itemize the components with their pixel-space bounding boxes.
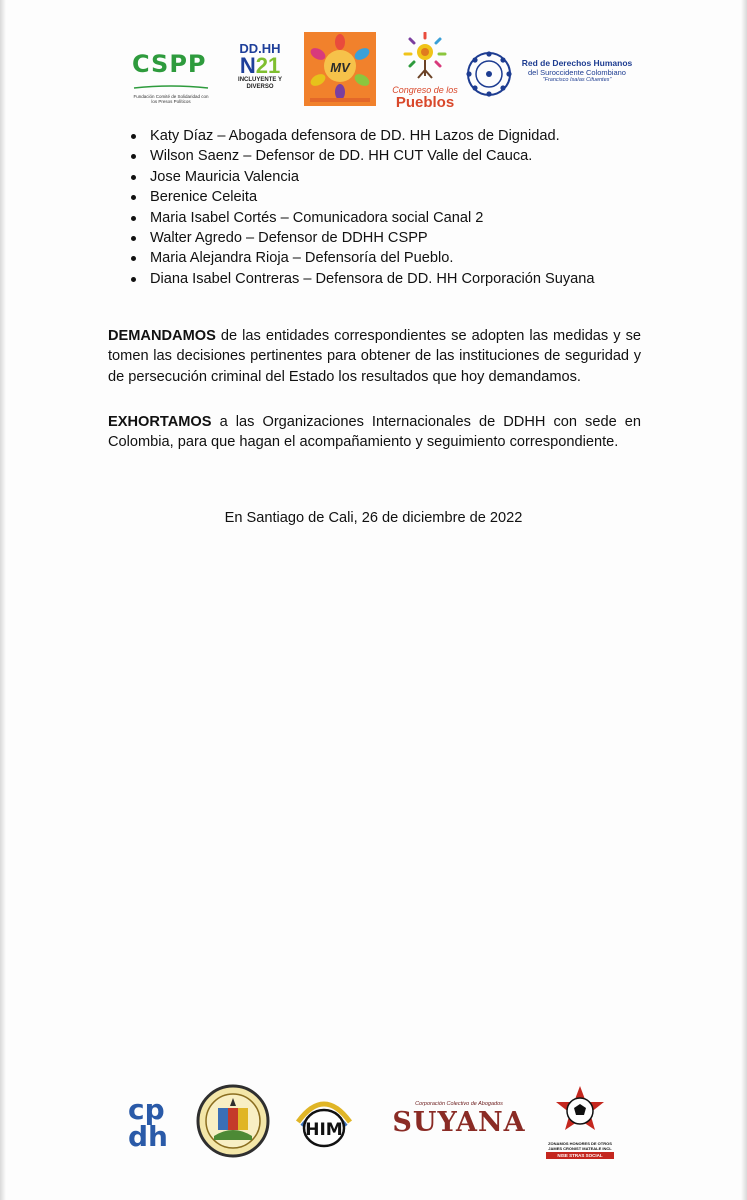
red-ddhh-logo	[466, 48, 638, 104]
cspp-swoosh-icon	[132, 85, 210, 89]
seal-emblem-icon	[196, 1084, 270, 1158]
mv-logo-text: MV	[330, 60, 350, 75]
cspp-logo-subtitle: Fundación Comité de Solidaridad con los Presos Políticos	[133, 94, 209, 104]
list-item: Maria Alejandra Rioja – Defensoría del Pueblo.	[130, 248, 690, 268]
soccer-ball-star-icon	[550, 1084, 610, 1136]
red-ddhh-text	[514, 58, 640, 84]
ddhh-logo-number: 21	[255, 53, 281, 78]
suyana-logo-small: Corporación Colectivo de Abogados	[415, 1101, 503, 1107]
cpdh-logo-line2: dh	[128, 1120, 168, 1153]
him-emblem-icon	[290, 1092, 358, 1152]
exhort-keyword: EXHORTAMOS	[108, 414, 212, 430]
list-item: Diana Isabel Contreras – Defensora de DD. HH Corporación Suyana	[130, 269, 690, 289]
him-logo	[290, 1092, 358, 1152]
closing-date-line: En Santiago de Cali, 26 de diciembre de 2022	[224, 510, 523, 526]
demand-text: de las entidades correspondientes se adopten las medidas y se tomen las decisiones pertinentes para obtener de las instituciones de seguridad y de persecución criminal del Estado los resultados que hoy demandamos.	[108, 328, 641, 385]
cpdh-logo-line1: cp	[128, 1093, 165, 1126]
red-logo-line1: Red de Derechos Humanos	[521, 58, 633, 68]
ddhh-logo-n21	[232, 55, 288, 77]
soccer-logo-bar: NISE STRAS SOCIAL	[546, 1152, 614, 1159]
header-logos	[128, 30, 638, 112]
ddhh-n21-logo	[232, 42, 288, 106]
soccer-team-logo	[546, 1084, 614, 1160]
attendees-list	[130, 126, 690, 289]
sun-tree-icon	[390, 32, 460, 80]
list-item: Jose Mauricia Valencia	[130, 167, 690, 187]
congreso-logo-big: Pueblos	[395, 94, 455, 111]
demand-paragraph	[108, 326, 641, 387]
ddhh-logo-n: N	[239, 53, 256, 78]
suyana-logo-big: SUYANA	[392, 1107, 526, 1138]
footer-logos	[128, 1080, 618, 1162]
ddhh-logo-top: DD.HH	[239, 41, 281, 56]
soccer-logo-caption: ZONAMOS HONORES DE OTROS JAMES CRONIST MATEALE INCL	[548, 1141, 612, 1151]
page-edge-left	[0, 0, 6, 1200]
exhort-paragraph	[108, 412, 641, 453]
ddhh-logo-subtitle: INCLUYENTE Y DIVERSO	[238, 77, 282, 90]
list-item: Walter Agredo – Defensor de DDHH CSPP	[130, 228, 690, 248]
him-logo-text: HIM	[305, 1120, 343, 1140]
red-logo-line3: "Francisco Isaías Cifuentes"	[542, 77, 612, 83]
cpdh-logo	[128, 1093, 184, 1156]
network-globe-icon	[466, 48, 512, 100]
list-item: Maria Isabel Cortés – Comunicadora social Canal 2	[130, 208, 690, 228]
exhort-text: a las Organizaciones Internacionales de DDHH con sede en Colombia, para que hagan el acompañamiento y seguimiento correspondiente.	[108, 414, 641, 451]
mv-logo	[304, 32, 376, 106]
demand-keyword: DEMANDAMOS	[108, 328, 216, 344]
list-item: Berenice Celeita	[130, 187, 690, 207]
cspp-logo	[132, 50, 210, 104]
congreso-pueblos-logo	[390, 32, 460, 111]
indigenous-seal-logo	[196, 1084, 270, 1158]
suyana-logo	[384, 1100, 534, 1150]
page-edge-right	[741, 0, 747, 1200]
cspp-logo-name: CSPP	[132, 50, 207, 78]
list-item: Wilson Saenz – Defensor de DD. HH CUT Valle del Cauca.	[130, 146, 690, 166]
red-logo-line2: del Suroccidente Colombiano	[528, 68, 626, 77]
congreso-logo-small: Congreso de los	[392, 85, 458, 95]
list-item: Katy Díaz – Abogada defensora de DD. HH Lazos de Dignidad.	[130, 126, 690, 146]
